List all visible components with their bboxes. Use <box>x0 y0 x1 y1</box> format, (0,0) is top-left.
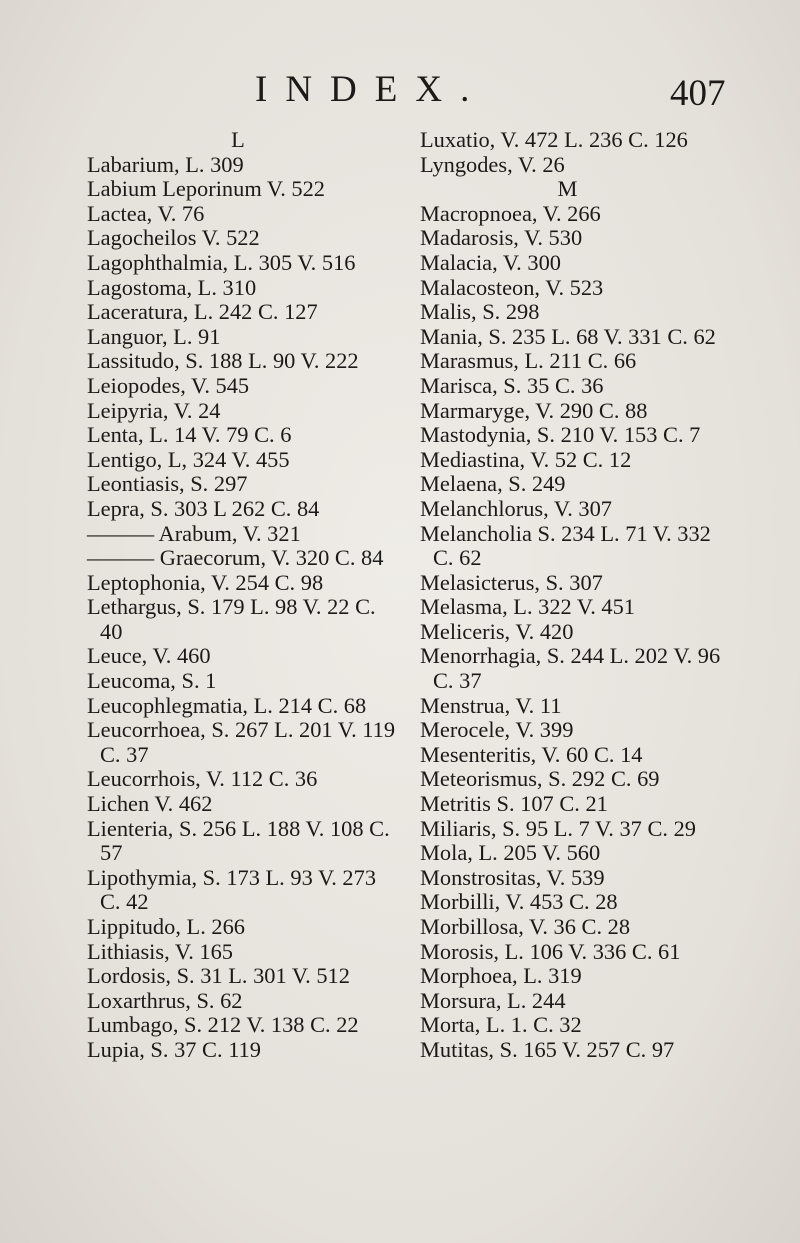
section-letter: M <box>557 176 578 202</box>
index-entry: Lethargus, S. 179 L. 98 V. 22 C. 40 <box>87 594 376 644</box>
index-entry: Marasmus, L. 211 C. 66 <box>420 348 637 374</box>
index-entry: Lagostoma, L. 310 <box>87 274 257 300</box>
index-entry: Melancholia S. 234 L. 71 V. 332 C. 62 <box>420 520 711 571</box>
index-entry: Leucorrhoea, S. 267 L. 201 V. 119 C. 37 <box>87 717 396 767</box>
index-entry: Leiopodes, V. 545 <box>87 372 250 398</box>
index-entry: Morosis, L. 106 V. 336 C. 61 <box>420 938 681 964</box>
index-entry: Lipothymia, S. 173 L. 93 V. 273 C. 42 <box>87 864 377 915</box>
index-entry: Lithiasis, V. 165 <box>87 938 233 964</box>
index-entry: Leuce, V. 460 <box>87 643 211 669</box>
index-entry: Lactea, V. 76 <box>87 200 205 226</box>
index-entry: Leontiasis, S. 297 <box>87 471 248 497</box>
index-entry: Mastodynia, S. 210 V. 153 C. 7 <box>420 422 701 448</box>
index-entry: Labarium, L. 309 <box>87 151 244 177</box>
index-entry: Merocele, V. 399 <box>420 717 574 743</box>
index-entry: Melasicterus, S. 307 <box>420 569 603 595</box>
index-entry: Lippitudo, L. 266 <box>87 914 245 939</box>
index-entry: Marisca, S. 35 C. 36 <box>420 372 604 398</box>
index-entry: Madarosis, V. 530 <box>420 225 583 251</box>
index-entry: Menstrua, V. 11 <box>420 692 562 718</box>
index-entry: Leipyria, V. 24 <box>87 397 221 423</box>
index-entry: Lienteria, S. 256 L. 188 V. 108 C. 57 <box>87 815 390 866</box>
index-entry: Metritis S. 107 C. 21 <box>420 791 608 817</box>
index-entry: Morta, L. 1. C. 32 <box>420 1012 582 1038</box>
index-entry: Lepra, S. 303 L 262 C. 84 <box>87 495 320 521</box>
page-number: 407 <box>670 73 726 114</box>
index-entry: Morphoea, L. 319 <box>420 963 582 989</box>
index-entry: Leucorrhois, V. 112 C. 36 <box>87 766 318 792</box>
index-entry: Morbillosa, V. 36 C. 28 <box>420 914 631 939</box>
index-entry: Menorrhagia, S. 244 L. 202 V. 96 C. 37 <box>420 643 721 694</box>
index-entry: Macropnoea, V. 266 <box>420 200 601 226</box>
index-entry: Lordosis, S. 31 L. 301 V. 512 <box>87 963 350 989</box>
index-entry: Lenta, L. 14 V. 79 C. 6 <box>87 422 292 448</box>
index-entry: Lyngodes, V. 26 <box>420 151 565 177</box>
index-entry: Lagophthalmia, L. 305 V. 516 <box>87 249 356 275</box>
index-entry: Lagocheilos V. 522 <box>87 225 260 251</box>
page-header <box>0 58 800 118</box>
index-entry: Mania, S. 235 L. 68 V. 331 C. 62 <box>420 323 716 349</box>
index-entry: Melaena, S. 249 <box>420 471 566 497</box>
index-entry: ——— Arabum, V. 321 <box>87 520 301 546</box>
index-entry: Laceratura, L. 242 C. 127 <box>87 299 318 325</box>
index-entry: ——— Graecorum, V. 320 C. 84 <box>87 545 384 571</box>
index-entry: Morsura, L. 244 <box>420 987 566 1013</box>
index-entry: Mesenteritis, V. 60 C. 14 <box>420 741 643 767</box>
index-entry: Lumbago, S. 212 V. 138 C. 22 <box>87 1012 359 1038</box>
index-entry: Languor, L. 91 <box>87 323 221 349</box>
index-entry: Lupia, S. 37 C. 119 <box>87 1036 261 1062</box>
page-title: INDEX. <box>255 69 488 110</box>
index-entry: Mola, L. 205 V. 560 <box>420 840 601 866</box>
index-entry: Melanchlorus, V. 307 <box>420 495 612 521</box>
index-entry: Mediastina, V. 52 C. 12 <box>420 446 632 472</box>
index-entry: Malacosteon, V. 523 <box>420 274 604 300</box>
index-entry: Miliaris, S. 95 L. 7 V. 37 C. 29 <box>420 815 696 841</box>
index-entry: Meliceris, V. 420 <box>420 618 574 644</box>
index-entry: Morbilli, V. 453 C. 28 <box>420 889 618 915</box>
index-entry: Malis, S. 298 <box>420 299 540 325</box>
section-letter: L <box>231 127 245 152</box>
index-entry: Lichen V. 462 <box>87 791 213 817</box>
index-entry: Melasma, L. 322 V. 451 <box>420 594 635 620</box>
index-column-right <box>420 128 730 1063</box>
index-entry: Leucoma, S. 1 <box>87 668 217 694</box>
index-entry: Malacia, V. 300 <box>420 249 561 275</box>
index-column-left <box>87 128 399 1063</box>
index-entry: Mutitas, S. 165 V. 257 C. 97 <box>420 1036 675 1062</box>
index-entry: Marmaryge, V. 290 C. 88 <box>420 397 648 423</box>
index-entry: Luxatio, V. 472 L. 236 C. 126 <box>420 127 688 152</box>
index-entry: Lassitudo, S. 188 L. 90 V. 222 <box>87 348 359 374</box>
index-entry: Lentigo, L, 324 V. 455 <box>87 446 290 472</box>
index-entry: Labium Leporinum V. 522 <box>87 176 325 202</box>
index-entry: Meteorismus, S. 292 C. 69 <box>420 766 660 792</box>
index-entry: Leptophonia, V. 254 C. 98 <box>87 569 324 595</box>
index-entry: Loxarthrus, S. 62 <box>87 987 243 1013</box>
index-entry: Leucophlegmatia, L. 214 C. 68 <box>87 692 367 718</box>
index-entry: Monstrositas, V. 539 <box>420 864 605 890</box>
